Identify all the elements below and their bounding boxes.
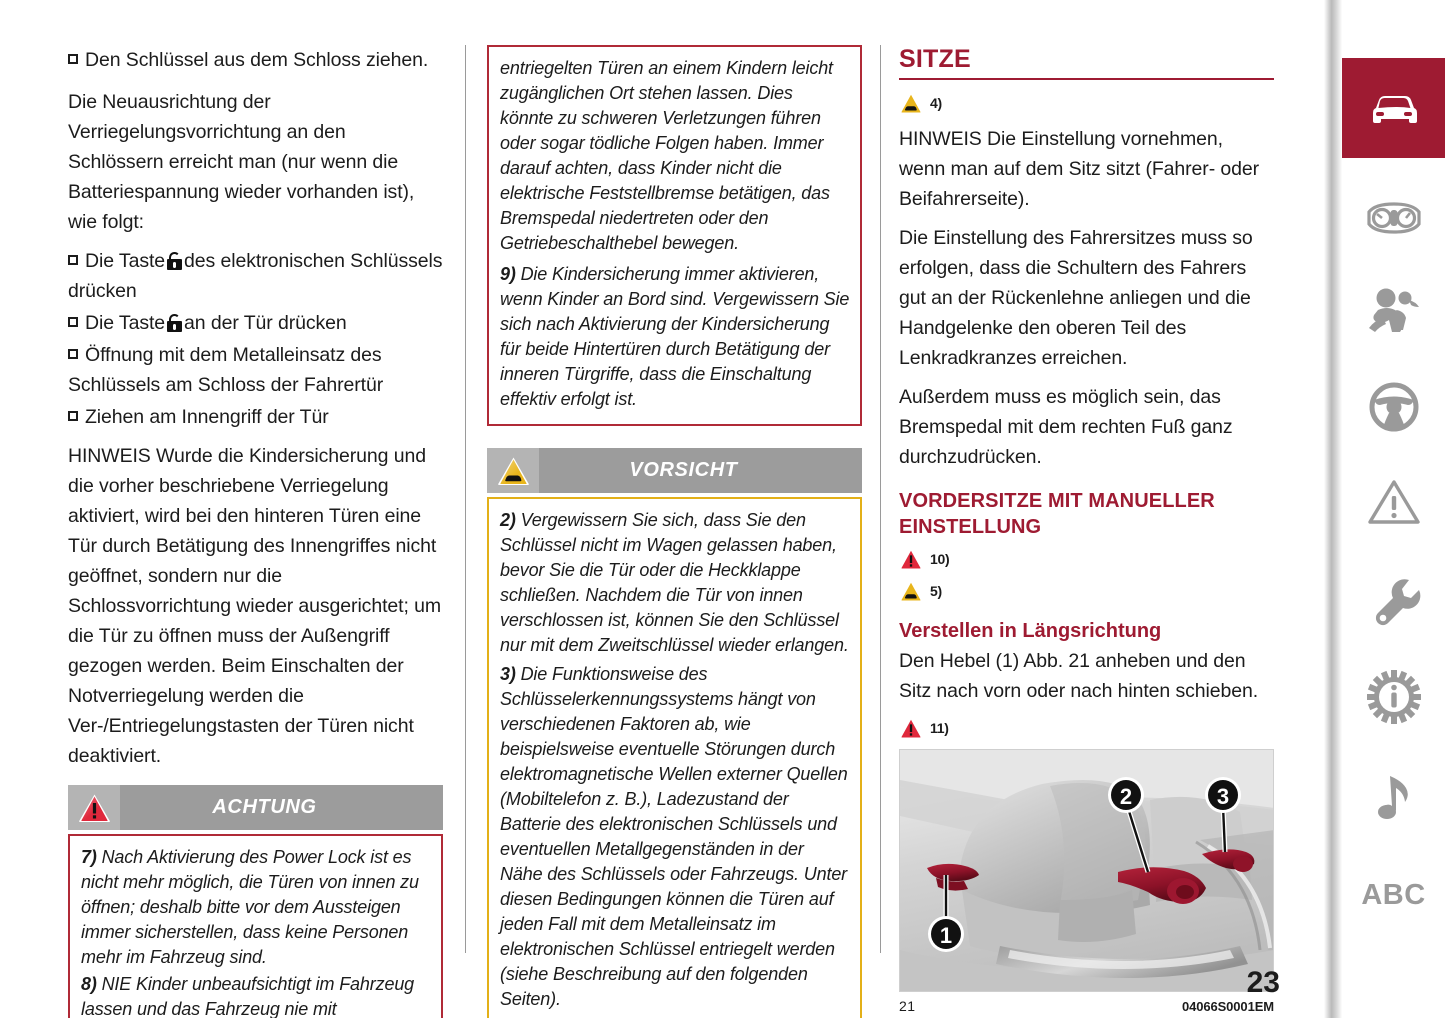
caution-item-text: Die Funktionsweise des Schlüsselerkennungssystems hängt von verschiedenen Faktoren ab, wie beispielsweise eventuelle Störungen durch elektromagnetische Wellen externer Quellen (Mobiltelefon z. B.), Ladezustand der Batterie des elektronischen Schlüssels und eventuellen Metallgegenständen in der Nähe des Schlüssels oder Fahrzeugs. Unter diesen Bedingungen können die Türen auf jeden Fall mit dem Metalleinsatz im elektronischen Schlüssel entriegelt werden (siehe Beschreibung auf den folgenden Seiten). — [500, 664, 848, 1009]
caution-item-text: Vergewissern Sie sich, dass Sie den Schlüssel nicht im Wagen gelassen haben, bevor Sie die Tür oder die Heckklappe schließen. Nachdem die Tür von innen verschlossen ist, können Sie den Schlüssel nur mit dem Zweitschlüssel wieder erlangen. — [500, 510, 849, 655]
wrench-icon — [1365, 574, 1423, 626]
car-front-icon — [1365, 87, 1423, 129]
reference-number: 10) — [930, 551, 950, 567]
warning-item-text: NIE Kinder unbeaufsichtigt im Fahrzeug lassen und das Fahrzeug nie mit — [81, 974, 415, 1018]
warning-triangle-red-icon — [78, 793, 111, 823]
bullet-square-icon — [68, 54, 78, 64]
caution-icon-box — [487, 448, 539, 493]
warning-triangle-red-icon — [899, 717, 923, 739]
bullet-item — [68, 340, 443, 400]
caution-item-number: 2) — [500, 510, 516, 530]
bullet-text: Öffnung mit dem Metalleinsatz des Schlüssels am Schloss der Fahrertür — [68, 344, 384, 396]
warning-item — [81, 972, 431, 1018]
subsection-title-front-seats: VORDERSITZE MIT MANUELLER EINSTELLUNG — [899, 490, 1215, 538]
column-divider-2 — [880, 45, 881, 953]
warning-triangle-red-icon — [899, 548, 923, 570]
column-1 — [68, 45, 443, 1018]
figure-caption — [899, 998, 1274, 1014]
section-rule — [899, 78, 1274, 80]
reference-mark — [899, 90, 1274, 116]
svg-text:1: 1 — [939, 923, 953, 948]
caution-item-number: 3) — [500, 664, 516, 684]
warning-icon-box — [68, 785, 120, 830]
bullet-text-post: des elektronischen Schlüssels drücken — [68, 250, 443, 302]
warning-item-number: 7) — [81, 847, 97, 867]
paragraph-hinweis-seat: HINWEIS Die Einstellung vornehmen, wenn man auf dem Sitz sitzt (Fahrer- oder Beifahrerseite). — [899, 128, 1260, 210]
column-divider-1 — [465, 45, 466, 953]
column-2 — [487, 45, 862, 1018]
caution-title: VORSICHT — [629, 459, 738, 481]
paragraph-lever: Den Hebel (1) Abb. 21 anheben und den Sitz nach vorn oder nach hinten schieben. — [899, 650, 1259, 702]
caution-item — [500, 508, 850, 658]
column-3 — [899, 45, 1274, 1014]
reference-mark — [899, 578, 1274, 604]
bullet-square-icon — [68, 317, 78, 327]
instrument-cluster-icon — [1365, 198, 1423, 238]
section-title-sitze: SITZE — [899, 45, 971, 73]
reference-number: 11) — [930, 720, 949, 736]
figure-seat-adjustment — [899, 749, 1274, 1014]
bullet-square-icon — [68, 411, 78, 421]
gear-info-icon — [1365, 670, 1423, 724]
sidebar-item-car-front[interactable] — [1342, 58, 1445, 158]
caution-triangle-yellow-car-icon — [497, 456, 530, 486]
svg-text:2: 2 — [1119, 784, 1133, 809]
seat-photo-illustration — [900, 750, 1274, 992]
figure-number: 21 — [899, 998, 916, 1014]
reference-mark — [899, 715, 1274, 741]
page-fold-shadow — [1324, 0, 1342, 1018]
bullet-square-icon — [68, 255, 78, 265]
reference-number: 4) — [930, 95, 942, 111]
warning-item-number: 9) — [500, 264, 516, 284]
paragraph-brake-pedal: Außerdem muss es möglich sein, das Bremspedal mit dem rechten Fuß ganz durchzudrücken. — [899, 386, 1233, 468]
paragraph-hinweis: HINWEIS Wurde die Kindersicherung und die vorher beschriebene Verriegelung aktiviert, wird bei den hinteren Türen eine Tür durch Betätigung des Innengriffes nicht geöffnet, sondern nur die Schlossvorrichtung wieder ausgerichtet; um die Tür zu öffnen muss der Außengriff gezogen werden. Beim Einschalten der Notverriegelung werden die Ver-/Entriegelungstasten der Türen nicht deaktiviert. — [68, 445, 441, 767]
warning-body-achtung — [68, 834, 443, 1018]
sidebar-item-airbag[interactable] — [1342, 278, 1445, 342]
subsection-title-longitudinal: Verstellen in Längsrichtung — [899, 620, 1162, 642]
figure-code: 04066S0001EM — [1181, 999, 1274, 1014]
warning-item — [81, 845, 431, 970]
sidebar-item-technical-info[interactable] — [1342, 665, 1445, 729]
caution-item — [500, 662, 850, 1012]
figure-image — [899, 749, 1274, 992]
caution-triangle-yellow-car-icon — [899, 92, 923, 114]
bullet-text: Ziehen am Innengriff der Tür — [85, 406, 329, 428]
sidebar-item-instrument-cluster[interactable] — [1342, 188, 1445, 248]
bullet-item-lock-key — [68, 246, 443, 306]
warning-banner-achtung — [68, 785, 443, 830]
music-note-icon — [1365, 771, 1423, 823]
padlock-icon — [167, 252, 182, 270]
sidebar-item-maintenance[interactable] — [1342, 568, 1445, 632]
airbag-passenger-icon — [1365, 286, 1423, 334]
warning-item-text: Nach Aktivierung des Power Lock ist es nicht mehr möglich, die Türen von innen zu öffnen; deshalb bitte vor dem Aussteigen immer sicherstellen, dass keine Personen mehr im Fahrzeug sind. — [81, 847, 419, 967]
bullet-text-pre: Die Taste — [85, 312, 166, 334]
bullet-text-post: an der Tür drücken — [184, 312, 347, 334]
warning-item — [500, 262, 850, 412]
reference-number: 5) — [930, 583, 942, 599]
caution-body-vorsicht — [487, 497, 862, 1018]
warning-item-number: 8) — [81, 974, 97, 994]
bullet-item-lock-door — [68, 308, 443, 338]
caution-banner-vorsicht — [487, 448, 862, 493]
paragraph-driver-seat: Die Einstellung des Fahrersitzes muss so erfolgen, dass die Schultern des Fahrers gut an der Rückenlehne anliegen und die Handgelenke den oberen Teil des Lenkradkranzes erreichen. — [899, 227, 1253, 369]
bullet-text: Den Schlüssel aus dem Schloss ziehen. — [85, 49, 429, 71]
abc-index-icon: ABC — [1361, 878, 1426, 911]
padlock-icon — [167, 314, 182, 332]
warning-triangle-icon — [1365, 477, 1423, 527]
sidebar-item-warnings[interactable] — [1342, 470, 1445, 534]
warning-item-text: Die Kindersicherung immer aktivieren, wenn Kinder an Bord sind. Vergewissern Sie sich nach Aktivierung der Kindersicherung für beide Hintertüren durch Betätigung der inneren Türgriffe, dass die Einschaltung effektiv erfolgt ist. — [500, 264, 850, 409]
page-number: 23 — [1246, 966, 1280, 999]
caution-triangle-yellow-car-icon — [899, 580, 923, 602]
warning-title: ACHTUNG — [212, 796, 317, 818]
steering-wheel-icon — [1365, 381, 1423, 433]
paragraph-relock-intro: Die Neuausrichtung der Verriegelungsvorrichtung an den Schlössern erreicht man (nur wenn die Batteriespannung wieder vorhanden ist), wie folgt: — [68, 91, 415, 233]
sidebar-item-steering-wheel[interactable] — [1342, 375, 1445, 439]
bullet-item — [68, 45, 443, 75]
svg-text:3: 3 — [1216, 784, 1230, 809]
warning-continuation-text: entriegelten Türen an einem Kindern leicht zugänglichen Ort stehen lassen. Dies könnte zu schweren Verletzungen führen oder sogar tödliche Folgen haben. Immer darauf achten, dass Kinder nicht die elektrische Feststellbremse betätigen, das Bremspedal niedertreten oder den Getriebeschalthebel bewegen. — [500, 58, 833, 253]
reference-mark — [899, 546, 1274, 572]
sidebar-item-alphabetical-index[interactable] — [1342, 870, 1445, 920]
bullet-text-pre: Die Taste — [85, 250, 166, 272]
sidebar-item-multimedia[interactable] — [1342, 765, 1445, 829]
bullet-square-icon — [68, 349, 78, 359]
bullet-item — [68, 402, 443, 432]
chapter-tab-rail — [1324, 0, 1445, 1018]
warning-body-continued — [487, 45, 862, 426]
